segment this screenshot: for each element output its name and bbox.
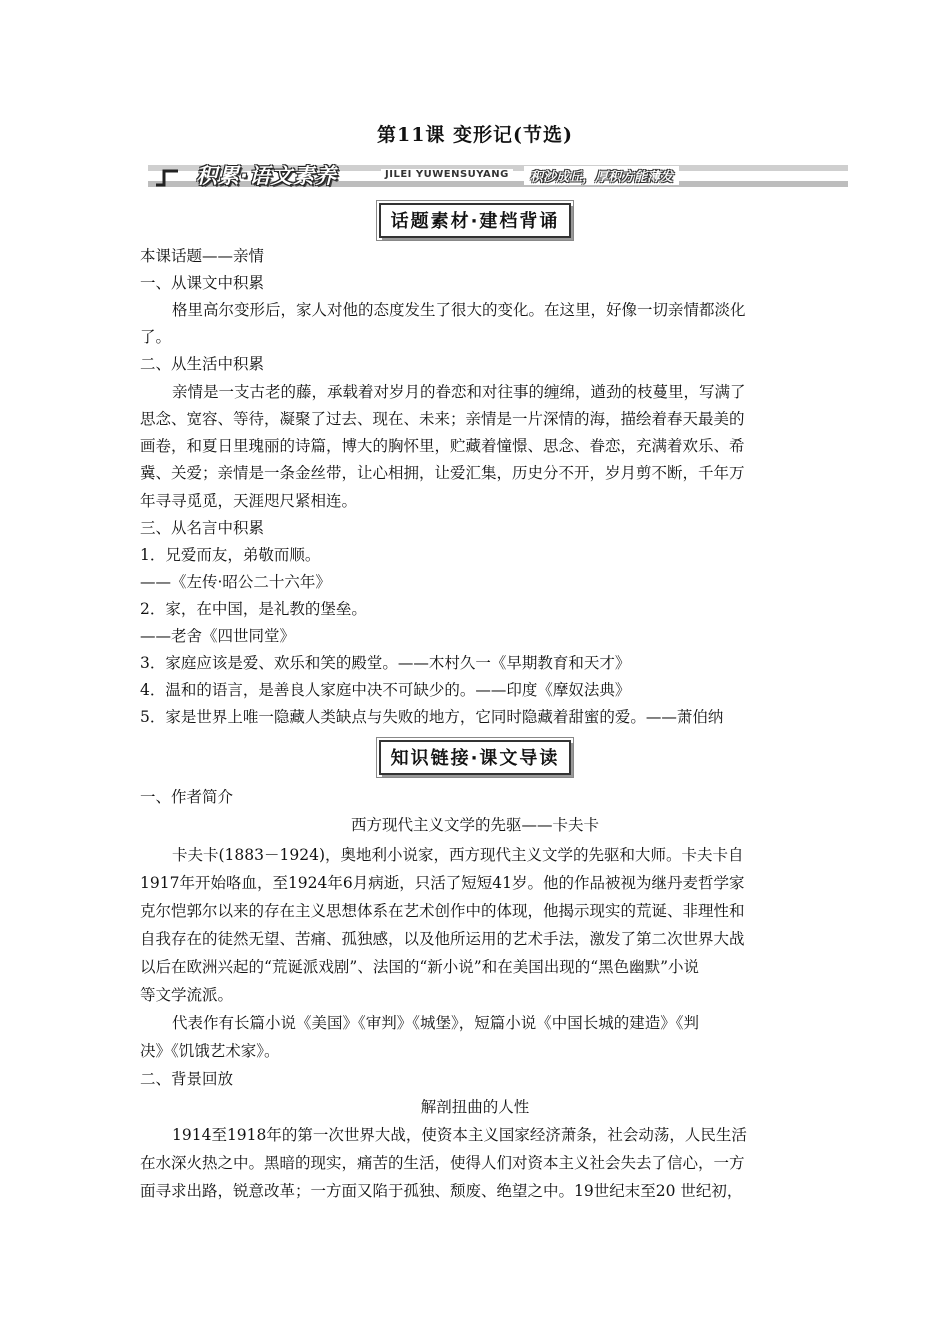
text-line: 冀、关爱；亲情是一条金丝带，让心相拥，让爱汇集，历史分不开，岁月剪不断，千年万 xyxy=(140,464,745,482)
lesson-title: 第11课 变形记(节选) xyxy=(376,124,574,146)
text-line: 1917年开始咯血，至1924年6月病逝，只活了短短41岁。他的作品被视为继丹麦哲学家 xyxy=(140,874,745,892)
text-line: ——《左传·昭公二十六年》 xyxy=(140,573,331,591)
text-line: 三、从名言中积累 xyxy=(140,519,265,537)
text-line: 自我存在的徒然无望、苦痛、孤独感，以及他所运用的艺术手法，激发了第二次世界大战 xyxy=(140,930,745,948)
text-line: 二、从生活中积累 xyxy=(140,355,265,373)
section-banner xyxy=(148,163,848,189)
section-heading-1 xyxy=(0,203,950,238)
text-line: 一、作者简介 xyxy=(140,788,234,806)
section-heading-2-label: 知识链接·课文导读 xyxy=(379,740,572,775)
text-line: 二、背景回放 xyxy=(140,1070,234,1088)
text-line: 一、从课文中积累 xyxy=(140,274,265,292)
text-line: 1914至1918年的第一次世界大战，使资本主义国家经济萧条，社会动荡，人民生活 xyxy=(172,1126,747,1144)
text-line: 了。 xyxy=(140,328,172,346)
text-line: 本课话题——亲情 xyxy=(140,247,265,265)
text-line: 4．温和的语言，是善良人家庭中决不可缺少的。——印度《摩奴法典》 xyxy=(140,681,631,699)
subtitle-line: 西方现代主义文学的先驱——卡夫卡 xyxy=(350,816,599,834)
text-line: 2．家，在中国，是礼教的堡垒。 xyxy=(140,600,367,618)
text-line: 亲情是一支古老的藤，承载着对岁月的眷恋和对往事的缠绵，遒劲的枝蔓里，写满了 xyxy=(172,383,746,401)
text-line: 在水深火热之中。黑暗的现实，痛苦的生活，使得人们对资本主义社会失去了信心，一方 xyxy=(140,1154,745,1172)
section-heading-1-label: 话题素材·建档背诵 xyxy=(379,203,572,238)
text-line: 格里高尔变形后，家人对他的态度发生了很大的变化。在这里，好像一切亲情都淡化 xyxy=(172,301,746,319)
subtitle-line: 解剖扭曲的人性 xyxy=(420,1098,530,1116)
banner-slogan: 积沙成丘，厚积方能薄发 xyxy=(524,166,679,185)
banner-title: 积累·语文素养 xyxy=(196,164,337,188)
text-line: 画卷，和夏日里瑰丽的诗篇，博大的胸怀里，贮藏着憧憬、思念、眷恋，充满着欢乐、希 xyxy=(140,437,745,455)
banner-decoration-icon xyxy=(154,167,180,187)
text-line: 卡夫卡(1883－1924)，奥地利小说家，西方现代主义文学的先驱和大师。卡夫卡自 xyxy=(172,846,744,864)
text-line: ——老舍《四世同堂》 xyxy=(140,627,296,645)
text-line: 年寻寻觅觅，天涯咫尺紧相连。 xyxy=(140,492,358,510)
text-line: 思念、宽容、等待，凝聚了过去、现在、未来；亲情是一片深情的海，描绘着春天最美的 xyxy=(140,410,745,428)
text-line: 决》《饥饿艺术家》。 xyxy=(140,1042,280,1060)
section-heading-2 xyxy=(0,740,950,775)
text-line: 克尔恺郭尔以来的存在主义思想体系在艺术创作中的体现，他揭示现实的荒诞、非理性和 xyxy=(140,902,745,920)
text-line: 等文学流派。 xyxy=(140,986,234,1004)
text-line: 以后在欧洲兴起的“荒诞派戏剧”、法国的“新小说”和在美国出现的“黑色幽默”小说 xyxy=(140,958,700,976)
text-line: 3．家庭应该是爱、欢乐和笑的殿堂。——木村久一《早期教育和天才》 xyxy=(140,654,631,672)
text-line: 代表作有长篇小说《美国》《审判》《城堡》，短篇小说《中国长城的建造》《判 xyxy=(172,1014,700,1032)
text-line: 面寻求出路，锐意改革；一方面又陷于孤独、颓废、绝望之中。19世纪末至20 世纪初， xyxy=(140,1182,743,1200)
banner-pinyin: JILEI YUWENSUYANG xyxy=(381,169,513,180)
text-line: 5．家是世界上唯一隐藏人类缺点与失败的地方，它同时隐藏着甜蜜的爱。——萧伯纳 xyxy=(140,708,724,726)
text-line: 1．兄爱而友，弟敬而顺。 xyxy=(140,546,321,564)
